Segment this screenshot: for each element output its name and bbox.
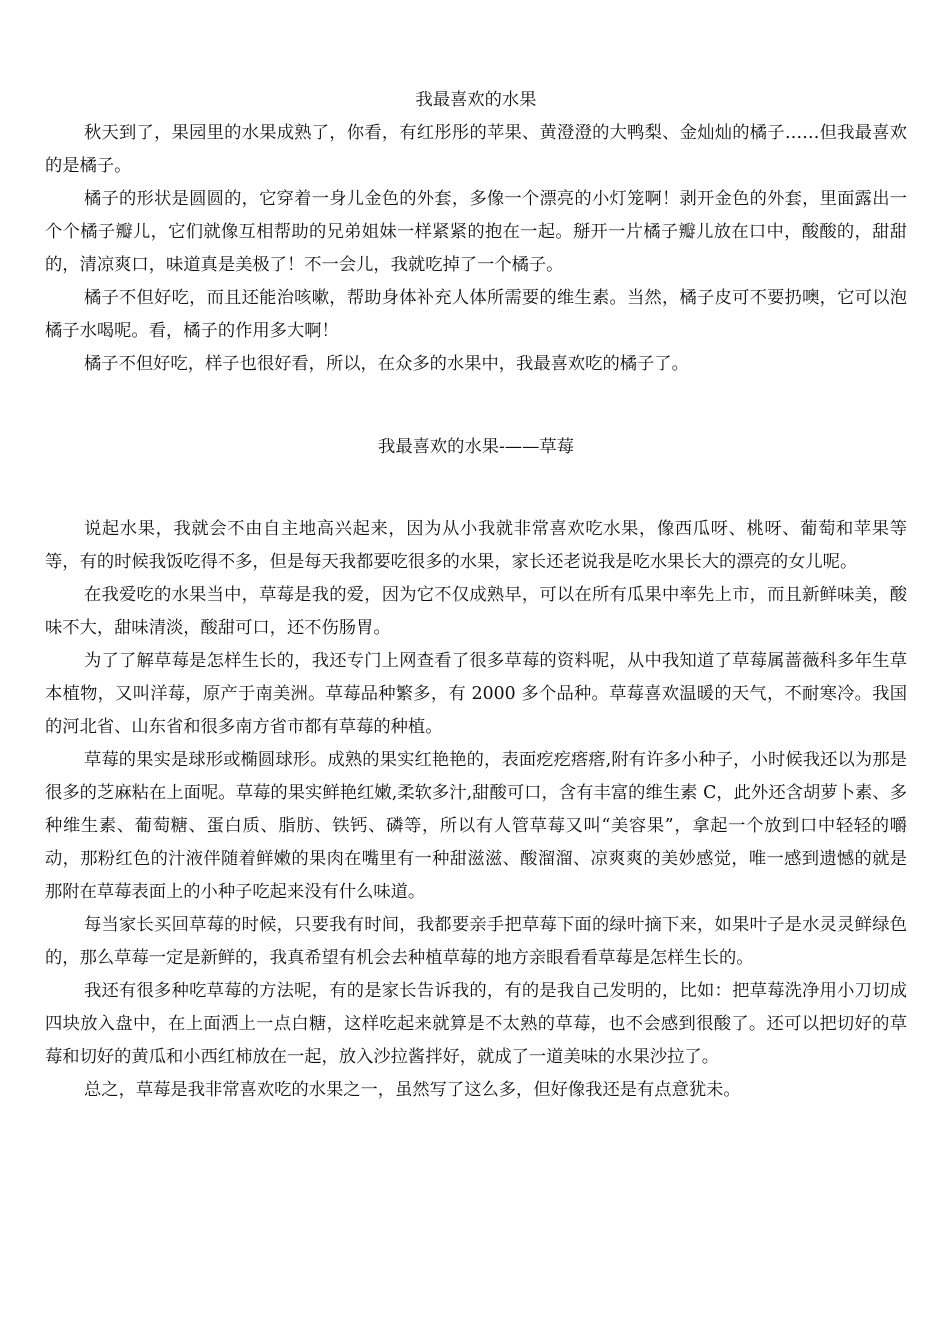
essay2-paragraph: 为了了解草莓是怎样生长的，我还专门上网查看了很多草莓的资料呢，从中我知道了草莓属蔷薇科多年生草本植物，又叫洋莓，原产于南美洲。草莓品种繁多，有 2000 多个品种。草莓喜欢温暖的天气，不耐寒冷。我国的河北省、山东省和很多南方省市都有草莓的种植。 <box>45 651 907 737</box>
essay2-paragraph: 总之，草莓是我非常喜欢吃的水果之一，虽然写了这么多，但好像我还是有点意犹未。 <box>84 1080 741 1100</box>
essay1-paragraph: 秋天到了，果园里的水果成熟了，你看，有红彤彤的苹果、黄澄澄的大鸭梨、金灿灿的橘子……但我最喜欢的是橘子。 <box>45 123 907 176</box>
essay2-paragraph: 我还有很多种吃草莓的方法呢，有的是家长告诉我的，有的是我自己发明的，比如：把草莓洗净用小刀切成四块放入盘中，在上面洒上一点白糖，这样吃起来就算是不太熟的草莓，也不会感到很酸了。还可以把切好的草莓和切好的黄瓜和小西红柿放在一起，放入沙拉酱拌好，就成了一道美味的水果沙拉了。 <box>45 981 907 1067</box>
essay2-paragraph: 在我爱吃的水果当中，草莓是我的爱，因为它不仅成熟早，可以在所有瓜果中率先上市，而且新鲜味美，酸味不大，甜味清淡，酸甜可口，还不伤肠胃。 <box>45 585 907 638</box>
essay2-paragraph: 草莓的果实是球形或椭圆球形。成熟的果实红艳艳的，表面疙疙瘩瘩,附有许多小种子，小时候我还以为那是很多的芝麻粘在上面呢。草莓的果实鲜艳红嫩,柔软多汁,甜酸可口，含有丰富的维生素 C，此外还含胡萝卜素、多种维生素、葡萄糖、蛋白质、脂肪、铁钙、磷等，所以有人管草莓又叫“美容果”，拿起一个放到口中轻轻的嚼动，那粉红色的汁液伴随着鲜嫩的果肉在嘴里有一种甜滋滋、酸溜溜、凉爽爽的美妙感觉，唯一感到遗憾的就是那附在草莓表面上的小种子吃起来没有什么味道。 <box>45 750 907 902</box>
essay2-paragraph: 说起水果，我就会不由自主地高兴起来，因为从小我就非常喜欢吃水果，像西瓜呀、桃呀、葡萄和苹果等等，有的时候我饭吃得不多，但是每天我都要吃很多的水果，家长还老说我是吃水果长大的漂亮的女儿呢。 <box>45 519 907 572</box>
essay1-paragraph: 橘子不但好吃，而且还能治咳嗽，帮助身体补充人体所需要的维生素。当然，橘子皮可不要扔噢，它可以泡橘子水喝呢。看，橘子的作用多大啊！ <box>45 288 907 341</box>
essay1-title: 我最喜欢的水果 <box>415 90 537 110</box>
essay1-paragraph: 橘子不但好吃，样子也很好看，所以，在众多的水果中，我最喜欢吃的橘子了。 <box>84 354 689 374</box>
essay1-paragraph: 橘子的形状是圆圆的，它穿着一身儿金色的外套，多像一个漂亮的小灯笼啊！剥开金色的外套，里面露出一个个橘子瓣儿，它们就像互相帮助的兄弟姐妹一样紧紧的抱在一起。掰开一片橘子瓣儿放在口中，酸酸的，甜甜的，清凉爽口，味道真是美极了！不一会儿，我就吃掉了一个橘子。 <box>45 189 907 275</box>
document-page <box>45 84 907 1107</box>
essay2-title: 我最喜欢的水果-——草莓 <box>378 437 574 457</box>
essay2-paragraph: 每当家长买回草莓的时候，只要我有时间，我都要亲手把草莓下面的绿叶摘下来，如果叶子是水灵灵鲜绿色的，那么草莓一定是新鲜的，我真希望有机会去种植草莓的地方亲眼看看草莓是怎样生长的。 <box>45 915 907 968</box>
